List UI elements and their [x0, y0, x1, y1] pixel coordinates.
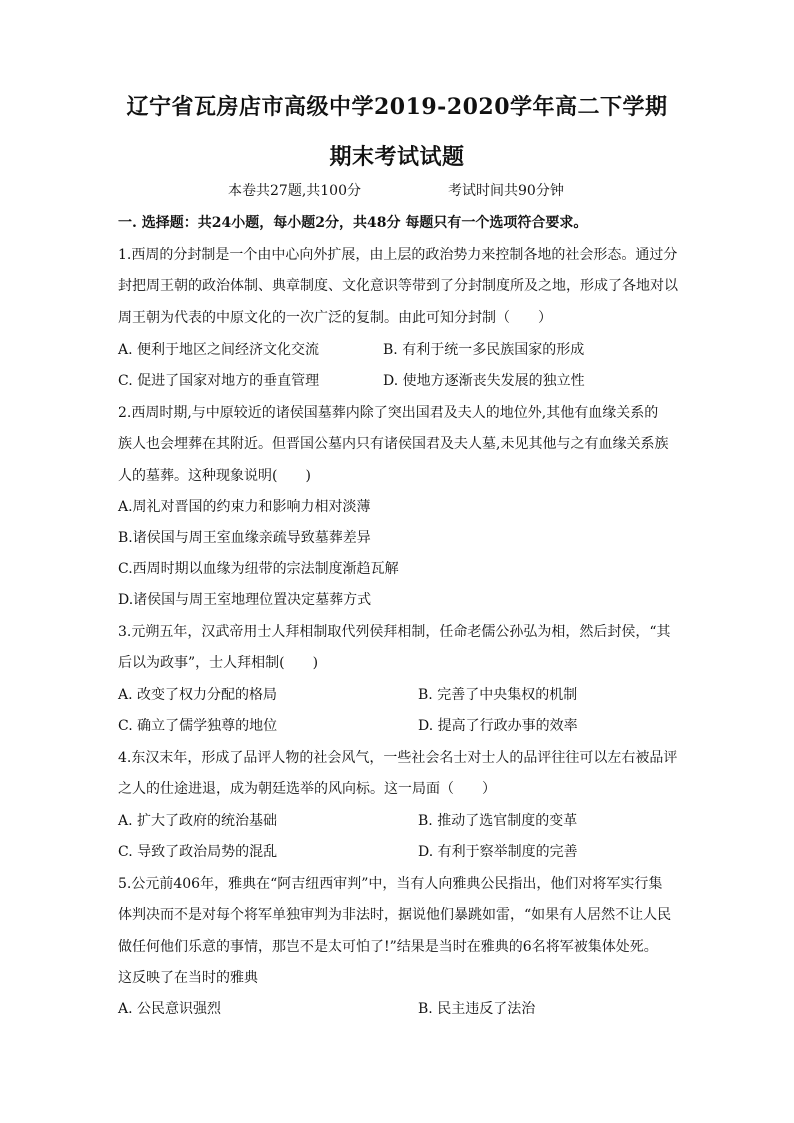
question-3-line: 后以为政事”，士人拜相制( ) — [118, 655, 319, 671]
question-3-option-a[interactable]: A. 改变了权力分配的格局 — [118, 687, 278, 703]
question-5-option-a[interactable]: A. 公民意识强烈 — [118, 1001, 222, 1017]
question-1-option-c[interactable]: C. 促进了国家对地方的垂直管理 — [118, 373, 320, 389]
question-4-line: 4.东汉末年，形成了品评人物的社会风气，一些社会名士对士人的品评往往可以左右被品评 — [118, 750, 678, 766]
question-1-line: 周王朝为代表的中原文化的一次广泛的复制。由此可知分封制（ ） — [118, 310, 552, 326]
exam-subtitle: 期末考试试题 — [329, 144, 465, 170]
question-3-option-c[interactable]: C. 确立了儒学独尊的地位 — [118, 718, 278, 734]
question-4-line: 之人的仕途进退，成为朝廷选举的风向标。这一局面（ ） — [118, 781, 496, 797]
question-count: 本卷共27题,共100分 — [228, 183, 361, 199]
question-1-option-b[interactable]: B. 有利于统一多民族国家的形成 — [383, 342, 585, 358]
question-2-line: 2.西周时期,与中原较近的诸侯国墓葬内除了突出国君及夫人的地位外,其他有血缘关系的 — [118, 405, 659, 421]
exam-title: 辽宁省瓦房店市高级中学2019-2020学年高二下学期 — [126, 94, 668, 120]
question-2-option-a[interactable]: A.周礼对晋国的约束力和影响力相对淡薄 — [118, 499, 371, 515]
question-5-option-b[interactable]: B. 民主违反了法治 — [418, 1001, 536, 1017]
section-header: 一. 选择题：共24小题，每小题2分，共48分 每题只有一个选项符合要求。 — [118, 215, 588, 231]
question-3-line: 3.元朔五年，汉武帝用士人拜相制取代列侯拜相制，任命老儒公孙弘为相，然后封侯，“其 — [118, 624, 671, 640]
question-1-line: 1.西周的分封制是一个由中心向外扩展，由上层的政治势力来控制各地的社会形态。通过分 — [118, 247, 678, 263]
question-2-line: 人的墓葬。这种现象说明( ) — [118, 468, 311, 484]
question-1-option-d[interactable]: D. 使地方逐渐丧失发展的独立性 — [383, 373, 585, 389]
question-2-line: 族人也会埋葬在其附近。但晋国公墓内只有诸侯国君及夫人墓,未见其他与之有血缘关系族 — [118, 436, 669, 452]
question-5-line: 5.公元前406年，雅典在“阿吉纽西审判”中，当有人向雅典公民指出，他们对将军实行集 — [118, 876, 663, 892]
question-5-line: 这反映了在当时的雅典 — [118, 970, 258, 986]
question-4-option-b[interactable]: B. 推动了选官制度的变革 — [418, 813, 578, 829]
question-1-option-a[interactable]: A. 便利于地区之间经济文化交流 — [118, 342, 320, 358]
question-4-option-c[interactable]: C. 导致了政治局势的混乱 — [118, 844, 278, 860]
question-5-line: 体判决而不是对每个将军单独审判为非法时，据说他们暴跳如雷，“如果有人居然不让人民 — [118, 907, 672, 923]
question-5-line: 做任何他们乐意的事情，那岂不是太可怕了!”结果是当时在雅典的6名将军被集体处死。 — [118, 939, 658, 955]
question-1-line: 封把周王朝的政治体制、典章制度、文化意识等带到了分封制度所及之地，形成了各地对以 — [118, 278, 678, 294]
question-3-option-b[interactable]: B. 完善了中央集权的机制 — [418, 687, 578, 703]
question-2-option-d[interactable]: D.诸侯国与周王室地理位置决定墓葬方式 — [118, 592, 372, 608]
question-3-option-d[interactable]: D. 提高了行政办事的效率 — [418, 718, 578, 734]
question-4-option-d[interactable]: D. 有利于察举制度的完善 — [418, 844, 578, 860]
question-2-option-b[interactable]: B.诸侯国与周王室血缘亲疏导致墓葬差异 — [118, 530, 371, 546]
question-4-option-a[interactable]: A. 扩大了政府的统治基础 — [118, 813, 278, 829]
exam-duration: 考试时间共90分钟 — [448, 183, 564, 199]
question-2-option-c[interactable]: C.西周时期以血缘为纽带的宗法制度渐趋瓦解 — [118, 561, 399, 577]
